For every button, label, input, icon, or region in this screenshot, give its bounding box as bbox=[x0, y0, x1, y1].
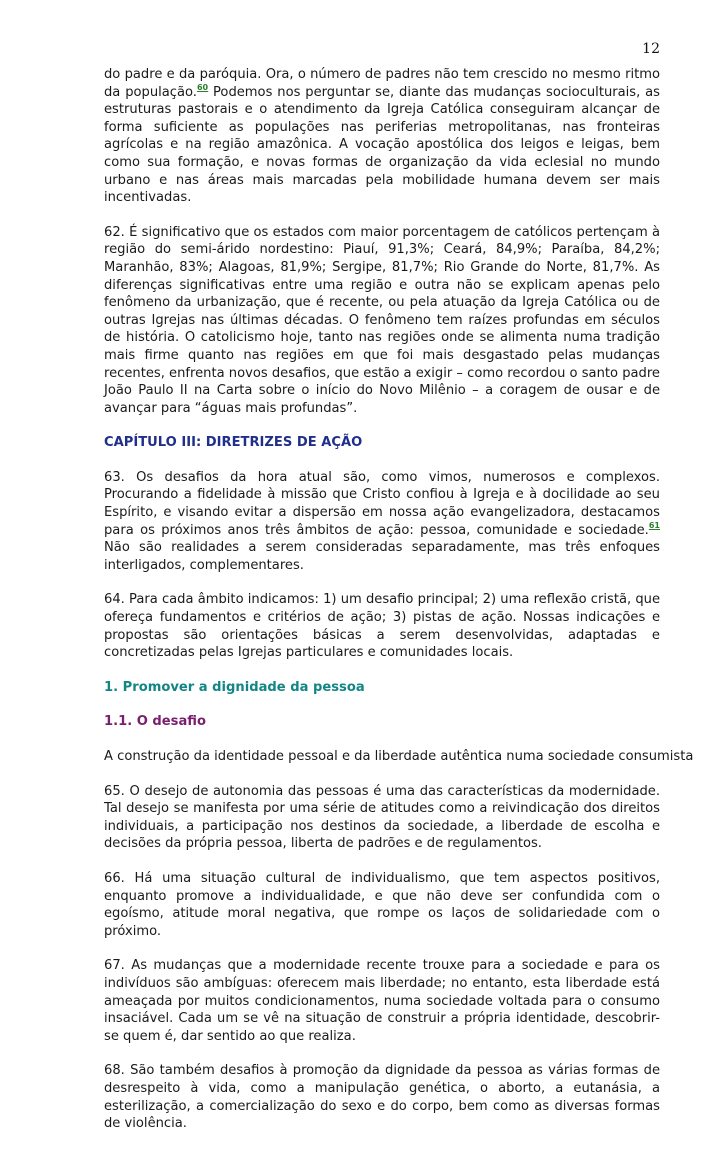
subsection-subtitle: A construção da identidade pessoal e da liberdade autêntica numa sociedade consumista bbox=[104, 749, 694, 764]
footnote-ref-61[interactable]: 61 bbox=[648, 520, 660, 530]
subsection-heading: 1.1. O desafio bbox=[104, 714, 207, 730]
paragraph-63 bbox=[104, 469, 660, 575]
paragraph-68: 68. São também desafios à promoção da dignidade da pessoa as várias formas de desrespeito à vida, como a manipulação genética, o aborto, a eutanásia, a esterilização, a comercialização do sexo e do corpo, bem como as diversas formas de violência. bbox=[104, 1063, 660, 1132]
paragraph-66: 66. Há uma situação cultural de individualismo, que tem aspectos positivos, enquanto promove a individualidade, e que não deve ser confundida com o egoísmo, atitude moral negativa, que rompe os laços de solidariedade com o próximo. bbox=[104, 870, 660, 939]
paragraph-intro-text-b: Podemos nos perguntar se, diante das mudanças socioculturais, as estruturas pastorais e o atendimento da Igreja Católica conseguiram alcançar de forma suficiente as populações nas periferias metropolitanas, nas fronteiras agrícolas e na região amazônica. A vocação apostólica dos leigos e leigas, bem como sua formação, e novas formas de organização da vida eclesial no mundo urbano e nas áreas mais marcadas pela mobilidade humana devem ser mais incentivadas. bbox=[104, 84, 661, 206]
paragraph-65: 65. O desejo de autonomia das pessoas é uma das características da modernidade. Tal desejo se manifesta por uma série de atitudes como a reivindicação dos direitos individuais, a participação nos destinos da sociedade, a liberdade de escolha e decisões da própria pessoa, liberta de padrões e de regulamentos. bbox=[104, 783, 660, 852]
footnote-ref-60[interactable]: 60 bbox=[196, 82, 209, 92]
paragraph-63-text-a: 63. Os desafios da hora atual são, como vimos, numerosos e complexos. Procurando a fidelidade à missão que Cristo confiou à Igreja e à docilidade ao seu Espírito, e visando evitar a dispersão em nossa ação evangelizadora, destacamos para os próximos anos três âmbitos de ação: pessoa, comunidade e sociedade. bbox=[104, 469, 660, 538]
paragraph-63-text-b: Não são realidades a serem consideradas separadamente, mas três enfoques interligados, complementares. bbox=[104, 540, 660, 573]
document-page bbox=[104, 40, 694, 1150]
paragraph-intro bbox=[104, 66, 660, 207]
page-number: 12 bbox=[642, 41, 660, 57]
chapter-heading: CAPÍTULO III: DIRETRIZES DE AÇÃO bbox=[104, 435, 363, 451]
paragraph-intro-text-a: do padre e da paróquia. Ora, o número de padres não tem crescido no mesmo ritmo da população. bbox=[104, 67, 660, 100]
paragraph-62: 62. É significativo que os estados com maior porcentagem de católicos pertençam à região do semi-árido nordestino: Piauí, 91,3%; Ceará, 84,9%; Paraíba, 84,2%; Maranhão, 83%; Alagoas, 81,9%; Sergipe, 81,7%; Rio Grande do Norte, 81,7%. As diferenças significativas entre uma região e outra não se explicam apenas pelo fenômeno da urbanização, que é recente, ou pela atuação da Igreja Católica ou de outras Igrejas nas últimas décadas. O fenômeno tem raízes profundas em séculos de história. O catolicismo hoje, tanto nas regiões onde se alimenta numa tradição mais firme quanto nas regiões em que foi mais desgastado pelas mudanças recentes, enfrenta novos desafios, que estão a exigir – como recordou o santo padre João Paulo II na Carta sobre o início do Novo Milênio – a coragem de ousar e de avançar para “águas mais profundas”. bbox=[104, 224, 660, 416]
paragraph-64: 64. Para cada âmbito indicamos: 1) um desafio principal; 2) uma reflexão cristã, que ofereça fundamentos e critérios de ação; 3) pistas de ação. Nossas indicações e propostas são orientações básicas a serem desenvolvidas, adaptadas e concretizadas pelas Igrejas particulares e comunidades locais. bbox=[104, 592, 660, 661]
section-heading: 1. Promover a dignidade da pessoa bbox=[104, 679, 365, 695]
paragraph-67: 67. As mudanças que a modernidade recente trouxe para a sociedade e para os indivíduos são ambíguas: oferecem mais liberdade; no entanto, esta liberdade está ameaçada por muitos condicionamentos, numa sociedade voltada para o consumo insaciável. Cada um se vê na situação de construir a própria identidade, descobrir-se quem é, dar sentido ao que realiza. bbox=[104, 958, 660, 1044]
